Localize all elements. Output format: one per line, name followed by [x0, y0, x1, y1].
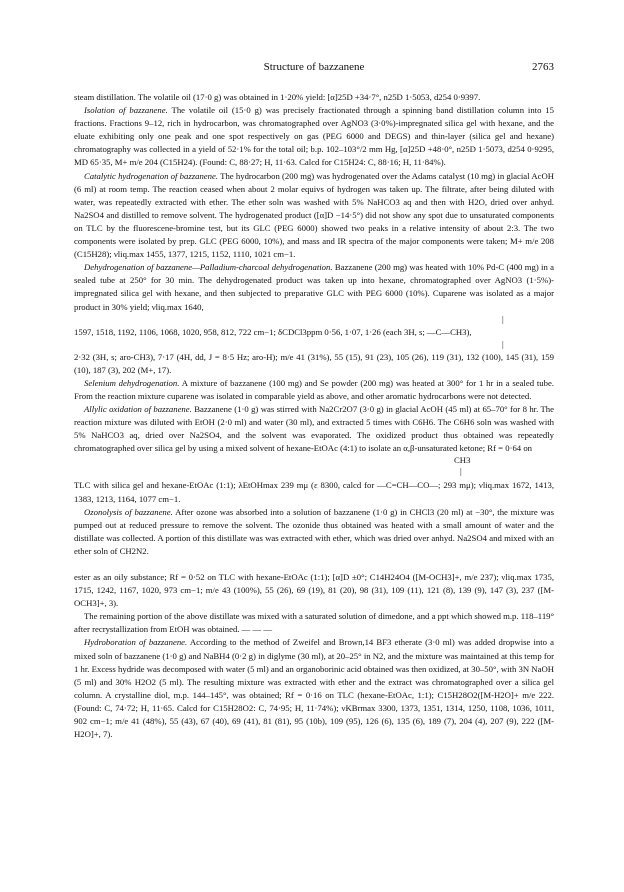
structure-fragment-cuparene-lower — [74, 339, 554, 351]
paragraph-text: TLC with silica gel and hexane-EtOAc (1:1); λEtOHmax 239 mμ (ε 8300, calcd for —C=CH—CO—; 293 mμ); νliq.max 1672, 1413, 1383, 1213, 1164, 1077 cm−1. — [74, 480, 554, 504]
paragraph-dimedone — [74, 610, 554, 636]
paragraph-text: ester as an oily substance; Rf = 0·52 on TLC with hexane-EtOAc (1:1); [α]D ±0°; C14H24O4 ([M-OCH3]+, m/e 237); νliq.max 1735, 1715, 1242, 1167, 1020, 973 cm−1; m/e 43 (100%), 55 (26), 69 (19), 81 (20), 98 (31), 109 (11), 121 (8), 139 (9), 147 (3), 237 ([M-OCH3]+, 3). — [74, 572, 554, 609]
article-body — [74, 91, 554, 741]
section-heading: Dehydrogenation of bazzanene—Palladium-charcoal dehydrogenation. — [84, 262, 333, 273]
section-heading: Selenium dehydrogenation. — [84, 377, 180, 388]
paragraph-text: 2·32 (3H, s; aro-CH3), 7·17 (4H, dd, J = 8·5 Hz; aro-H); m/e 41 (31%), 55 (15), 91 (23), 105 (26), 119 (31), 132 (100), 145 (31), 159 (10), 187 (3), 202 (M+, 17). — [74, 351, 554, 375]
paragraph-text: The remaining portion of the above distillate was mixed with a saturated solution of dimedone, and a ppt which showed m.p. 118–119° after recrystallization from EtOH was obtained. — — — — [74, 611, 554, 635]
running-title: Structure of bazzanene — [263, 61, 365, 73]
section-heading: Allylic oxidation of bazzanene. — [84, 404, 192, 415]
structure-methyl: CH3 — [454, 455, 471, 466]
structure-bond: | — [460, 466, 462, 477]
paragraph-allylic-oxidation — [74, 403, 554, 455]
paragraph-cuparene-ir — [74, 326, 554, 339]
paragraph-isolation — [74, 104, 554, 169]
structure-bond: | — [502, 313, 504, 324]
section-heading: Catalytic hydrogenation of bazzanene. — [84, 170, 219, 181]
paragraph-text: Bazzanene (200 mg) was heated with 10% Pd-C (400 mg) in a sealed tube at 250° for 30 min. The dehydrogenated product was taken up into hexane, chromatographed over AgNO3 (1·5%)-impregnated silica gel with hexane, and then subjected to preparative GLC with PEG 6000 (10%). Cuparene was isolated as a major product in 30% yield; νliq.max 1640, — [74, 262, 554, 312]
paragraph-text: Bazzanene (1·0 g) was stirred with Na2Cr2O7 (3·0 g) in glacial AcOH (45 ml) at 65–70° for 8 hr. The reaction mixture was diluted with EtOH (2·0 ml) and water (30 ml), and extracted 5 times with C6H6. The C6H6 soln was washed with 5% NaHCO3 aq, dried over Na2SO4, and the solvent was evaporated. The oxidized product thus obtained was repeatedly chromatographed over silica gel by using a mixed solvent of hexane-EtOAc (4:1) to isolate an α,β-unsaturated ketone; Rf = 0·64 on — [74, 404, 554, 454]
paragraph-selenium — [74, 377, 554, 403]
paragraph-ester — [74, 571, 554, 610]
paragraph-hydrogenation — [74, 170, 554, 262]
paragraph-text: 1597, 1518, 1192, 1106, 1068, 1020, 958, 812, 722 cm−1; δCDCl3ppm 0·56, 1·07, 1·26 (each 3H, s; —C—CH3), — [74, 326, 472, 337]
structure-bond: | — [502, 338, 504, 349]
structure-fragment-enone — [74, 455, 554, 479]
paragraph-text: According to the method of Zweifel and Brown,14 BF3 etherate (3·0 ml) was added dropwise into a mixed soln of bazzanene (1·0 g) and NaBH4 (0·2 g) in diglyme (30 ml), at 20–25° in N2, and the mixture was maintained at this temp for 1 hr. Excess hydride was decomposed with water (5 ml) and an organoborinic acid obtained was then oxidized, at 30–50°, with 3N NaOH (5 ml) and 30% H2O2 (5 ml). The resulting mixture was extracted with ether and the extract was chromatographed over a silica gel column. A crystalline diol, m.p. 144–145°, was obtained; Rf = 0·16 on TLC (hexane-EtOAc, 1:1); C15H28O2([M-H2O]+ m/e 222. (Found: C, 74·72; H, 11·65. Calcd for C15H28O2: C, 74·95; H, 11·74%); νKBrmax 3300, 1373, 1351, 1314, 1250, 1108, 1036, 1011, 902 cm−1; m/e 41 (48%), 55 (43), 67 (40), 69 (41), 81 (81), 95 (10b), 109 (95), 126 (6), 135 (6), 189 (7), 204 (4), 207 (9), 222 ([M-H2O]+, 7). — [74, 637, 554, 740]
section-heading: Hydroboration of bazzanene. — [84, 637, 188, 648]
paragraph-text: After ozone was absorbed into a solution of bazzanene (1·0 g) in CHCl3 (20 ml) at −30°, the mixture was pumped out at reduced pressure to remove the solvent. The ozonide thus obtained was heated with a small amount of water and the distillate was collected. A portion of this distillate was was extracted with ether, which was dried over anhyd. Na2SO4 and mixed with an ether soln of CH2N2. — [74, 506, 554, 556]
paragraph-gap — [74, 558, 554, 571]
paragraph-text: steam distillation. The volatile oil (17·0 g) was obtained in 1·20% yield: [α]25D +34·7°, n25D 1·5053, d254 0·9397. — [74, 92, 481, 102]
paragraph-ozonolysis — [74, 506, 554, 558]
paragraph-text: The hydrocarbon (200 mg) was hydrogenated over the Adams catalyst (10 mg) in glacial AcOH (6 ml) at room temp. The reaction ceased when about 2 molar equivs of hydrogen was taken up. The filtrate, after being diluted with water, was repeatedly extracted with ether. The ether soln was washed with 5% NaHCO3 aq and then with H2O, dried over anhyd. Na2SO4 and distilled to remove solvent. The hydrogenated product ([α]D −14·5°) did not show any spot due to unsaturated components on TLC by the fluorescene-bromine test, but its GLC (PEG 6000) showed two peaks in a relative intensity of about 2:3. The two components were isolated by prep. GLC (PEG 6000, 10%), and mass and IR spectra of the major components were taken; M+ m/e 208 (C15H28); νliq.max 1455, 1377, 1215, 1152, 1110, 1021 cm−1. — [74, 170, 554, 260]
page-header — [74, 61, 554, 75]
section-heading: Isolation of bazzanene. — [84, 105, 168, 116]
paragraph-enone-data — [74, 479, 554, 505]
paragraph-pd-dehydrogenation — [74, 261, 554, 313]
page-number: 2763 — [532, 61, 554, 73]
paragraph-steam-distillation — [74, 91, 554, 104]
paragraph-cuparene-nmr — [74, 351, 554, 377]
structure-fragment-cuparene — [74, 314, 554, 326]
paragraph-hydroboration — [74, 636, 554, 741]
paragraph-text: A mixture of bazzanene (100 mg) and Se powder (200 mg) was heated at 300° for 1 hr in a sealed tube. From the reaction mixture cuparene was isolated in comparable yield as above, and other aromatic hydrocarbons were not detected. — [74, 377, 554, 401]
paragraph-text: The volatile oil (15·0 g) was precisely fractionated through a spinning band distillation column into 15 fractions. Fractions 9–12, rich in hydrocarbon, was chromatographed over AgNO3 (3·0%)-impregnated silica gel with hexane, and the eluate exhibiting only one peak and one spot respectively on gas (PEG 6000 and DEGS) and thin-layer (silica gel and hexane) chromatography was collected in a yield of 52·1% for the total oil; b.p. 102–103°/2 mm Hg, [α]25D +48·0°, n25D 1·5073, d254 0·9295, MD 65·35, M+ m/e 204 (C15H24). (Found: C, 88·27; H, 11·63. Calcd for C15H24: C, 88·16; H, 11·84%). — [74, 105, 554, 168]
section-heading: Ozonolysis of bazzanene. — [84, 506, 173, 517]
